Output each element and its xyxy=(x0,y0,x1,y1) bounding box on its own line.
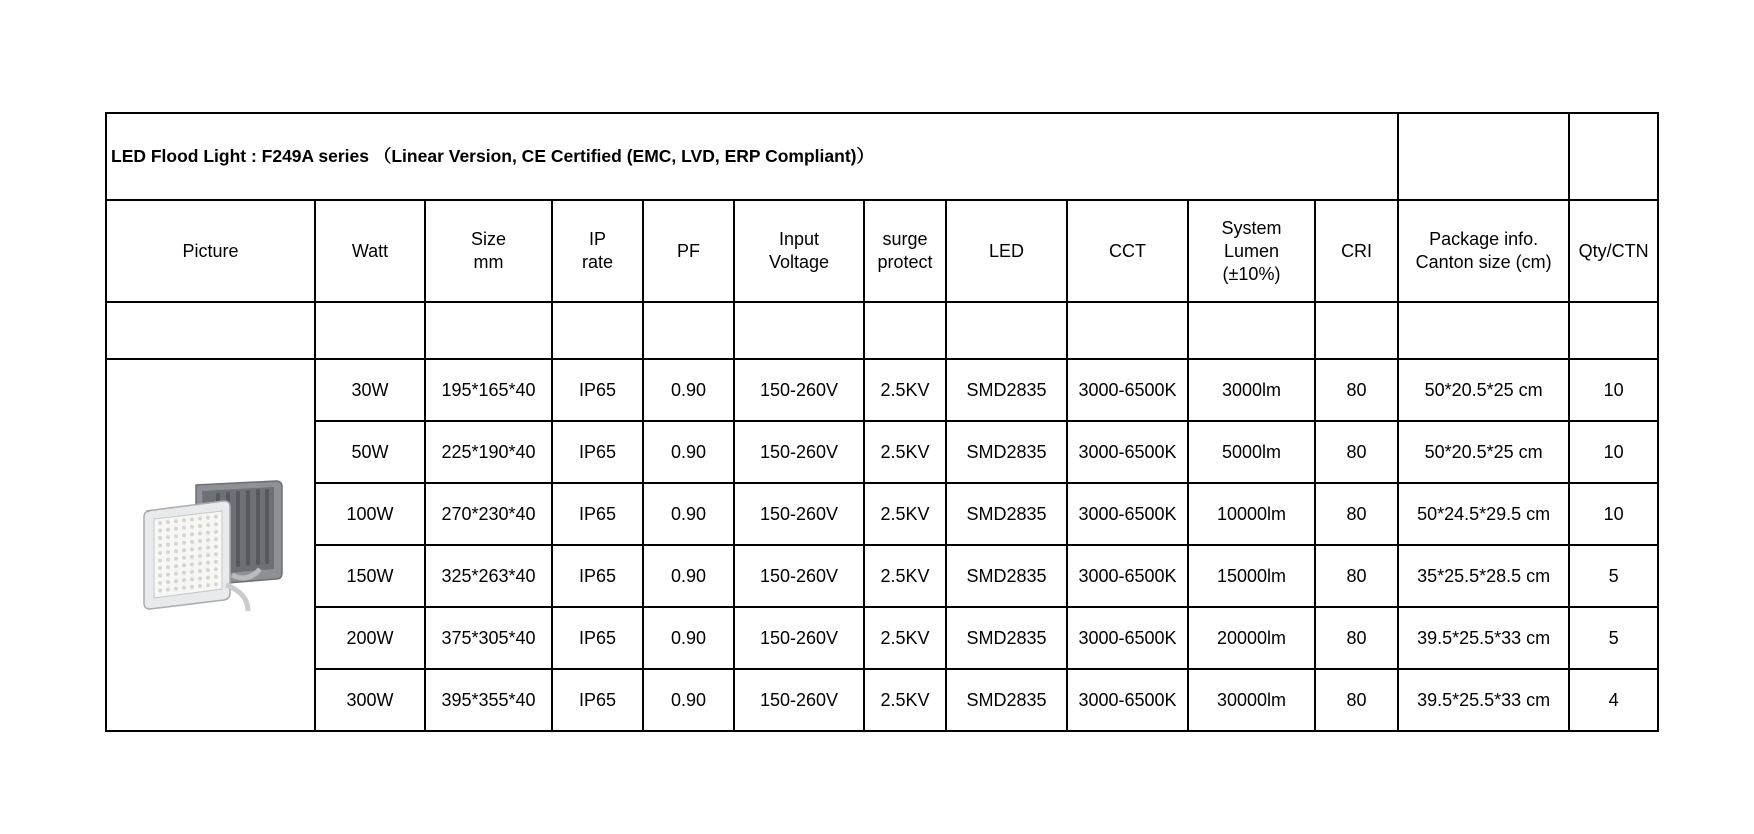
cell-qty: 10 xyxy=(1569,483,1658,545)
cell-watt: 50W xyxy=(315,421,425,483)
empty-cell xyxy=(1067,302,1188,359)
header-line: Canton size (cm) xyxy=(1415,252,1552,272)
cell-size: 395*355*40 xyxy=(425,669,552,731)
header-line: Size xyxy=(470,229,506,249)
cell-watt: 300W xyxy=(315,669,425,731)
header-line: mm xyxy=(473,252,504,272)
cell-cct: 3000-6500K xyxy=(1067,607,1188,669)
cell-cct: 3000-6500K xyxy=(1067,545,1188,607)
cell-watt: 200W xyxy=(315,607,425,669)
empty-cell xyxy=(1398,302,1569,359)
cell-led: SMD2835 xyxy=(946,607,1067,669)
cell-led: SMD2835 xyxy=(946,421,1067,483)
header-line: Qty/CTN xyxy=(1578,240,1649,261)
cell-voltage: 150-260V xyxy=(734,545,864,607)
cell-cri: 80 xyxy=(1315,483,1398,545)
cell-surge: 2.5KV xyxy=(864,545,946,607)
cell-package: 50*24.5*29.5 cm xyxy=(1398,483,1569,545)
cell-qty: 5 xyxy=(1569,545,1658,607)
cell-lumen: 15000lm xyxy=(1188,545,1315,607)
cell-pf: 0.90 xyxy=(643,669,734,731)
cell-watt: 30W xyxy=(315,359,425,421)
header-line: IP xyxy=(588,229,606,249)
header-line: Voltage xyxy=(768,252,830,272)
cell-qty: 10 xyxy=(1569,359,1658,421)
cell-ip: IP65 xyxy=(552,545,643,607)
cell-cri: 80 xyxy=(1315,359,1398,421)
cell-surge: 2.5KV xyxy=(864,483,946,545)
cell-cct: 3000-6500K xyxy=(1067,669,1188,731)
cell-surge: 2.5KV xyxy=(864,359,946,421)
empty-cell xyxy=(946,302,1067,359)
title-row xyxy=(106,113,1658,200)
cell-cri: 80 xyxy=(1315,669,1398,731)
empty-cell xyxy=(106,302,315,359)
header-line: PF xyxy=(676,240,700,261)
table-row xyxy=(106,483,1658,545)
cell-voltage: 150-260V xyxy=(734,669,864,731)
cell-qty: 4 xyxy=(1569,669,1658,731)
cell-package: 50*20.5*25 cm xyxy=(1398,359,1569,421)
cell-ip: IP65 xyxy=(552,421,643,483)
title-empty-cell xyxy=(1569,113,1658,200)
cell-package: 50*20.5*25 cm xyxy=(1398,421,1569,483)
header-line: LED xyxy=(988,240,1024,261)
header-surge xyxy=(864,200,946,302)
table-row xyxy=(106,421,1658,483)
cell-cri: 80 xyxy=(1315,421,1398,483)
cell-watt: 150W xyxy=(315,545,425,607)
header-line: Lumen xyxy=(1223,240,1280,261)
table-row xyxy=(106,359,1658,421)
header-row xyxy=(106,200,1658,302)
spec-table xyxy=(105,112,1659,732)
header-qty xyxy=(1569,200,1658,302)
cell-size: 375*305*40 xyxy=(425,607,552,669)
table-title: LED Flood Light : F249A series （Linear Version, CE Certified (EMC, LVD, ERP Compliant)） xyxy=(106,113,1398,200)
cell-voltage: 150-260V xyxy=(734,359,864,421)
empty-row xyxy=(106,302,1658,359)
cell-qty: 10 xyxy=(1569,421,1658,483)
table-row xyxy=(106,545,1658,607)
empty-cell xyxy=(552,302,643,359)
table-row xyxy=(106,669,1658,731)
header-line: System xyxy=(1221,217,1282,238)
product-picture-cell xyxy=(106,359,315,731)
cell-size: 195*165*40 xyxy=(425,359,552,421)
cell-package: 39.5*25.5*33 cm xyxy=(1398,669,1569,731)
cell-watt: 100W xyxy=(315,483,425,545)
empty-cell xyxy=(643,302,734,359)
cell-voltage: 150-260V xyxy=(734,483,864,545)
cell-cct: 3000-6500K xyxy=(1067,483,1188,545)
cell-ip: IP65 xyxy=(552,483,643,545)
cell-package: 35*25.5*28.5 cm xyxy=(1398,545,1569,607)
cell-led: SMD2835 xyxy=(946,359,1067,421)
header-size xyxy=(425,200,552,302)
header-lumen xyxy=(1188,200,1315,302)
title-empty-cell xyxy=(1398,113,1569,200)
header-cri xyxy=(1315,200,1398,302)
header-line: surge xyxy=(882,229,928,249)
empty-cell xyxy=(734,302,864,359)
header-line: CCT xyxy=(1109,240,1146,261)
cell-lumen: 30000lm xyxy=(1188,669,1315,731)
cell-ip: IP65 xyxy=(552,359,643,421)
cell-ip: IP65 xyxy=(552,669,643,731)
empty-cell xyxy=(1315,302,1398,359)
header-line: Watt xyxy=(351,240,389,261)
cell-pf: 0.90 xyxy=(643,421,734,483)
cell-ip: IP65 xyxy=(552,607,643,669)
flood-light-product-image xyxy=(136,465,286,625)
cell-cct: 3000-6500K xyxy=(1067,359,1188,421)
cell-pf: 0.90 xyxy=(643,483,734,545)
spec-body xyxy=(106,113,1658,731)
empty-cell xyxy=(315,302,425,359)
cell-package: 39.5*25.5*33 cm xyxy=(1398,607,1569,669)
cell-size: 325*263*40 xyxy=(425,545,552,607)
cell-pf: 0.90 xyxy=(643,359,734,421)
header-led xyxy=(946,200,1067,302)
cell-cri: 80 xyxy=(1315,607,1398,669)
header-picture xyxy=(106,200,315,302)
header-pf xyxy=(643,200,734,302)
cell-led: SMD2835 xyxy=(946,483,1067,545)
header-watt xyxy=(315,200,425,302)
header-line: rate xyxy=(581,252,614,272)
cell-voltage: 150-260V xyxy=(734,607,864,669)
cell-qty: 5 xyxy=(1569,607,1658,669)
cell-cct: 3000-6500K xyxy=(1067,421,1188,483)
empty-cell xyxy=(1569,302,1658,359)
cell-size: 225*190*40 xyxy=(425,421,552,483)
header-voltage xyxy=(734,200,864,302)
empty-cell xyxy=(425,302,552,359)
cell-pf: 0.90 xyxy=(643,545,734,607)
cell-led: SMD2835 xyxy=(946,669,1067,731)
cell-lumen: 5000lm xyxy=(1188,421,1315,483)
cell-lumen: 20000lm xyxy=(1188,607,1315,669)
cell-surge: 2.5KV xyxy=(864,421,946,483)
header-line: (±10%) xyxy=(1222,263,1281,284)
cell-surge: 2.5KV xyxy=(864,669,946,731)
header-line: Picture xyxy=(182,240,239,261)
header-line: Package info. xyxy=(1429,229,1539,249)
cell-surge: 2.5KV xyxy=(864,607,946,669)
cell-size: 270*230*40 xyxy=(425,483,552,545)
header-line: Input xyxy=(778,229,820,249)
cell-cri: 80 xyxy=(1315,545,1398,607)
table-row xyxy=(106,607,1658,669)
cell-voltage: 150-260V xyxy=(734,421,864,483)
header-ip xyxy=(552,200,643,302)
header-package xyxy=(1398,200,1569,302)
empty-cell xyxy=(1188,302,1315,359)
empty-cell xyxy=(864,302,946,359)
cell-lumen: 10000lm xyxy=(1188,483,1315,545)
cell-lumen: 3000lm xyxy=(1188,359,1315,421)
header-line: CRI xyxy=(1341,240,1373,261)
header-line: protect xyxy=(877,252,933,272)
cell-led: SMD2835 xyxy=(946,545,1067,607)
cell-pf: 0.90 xyxy=(643,607,734,669)
header-cct xyxy=(1067,200,1188,302)
